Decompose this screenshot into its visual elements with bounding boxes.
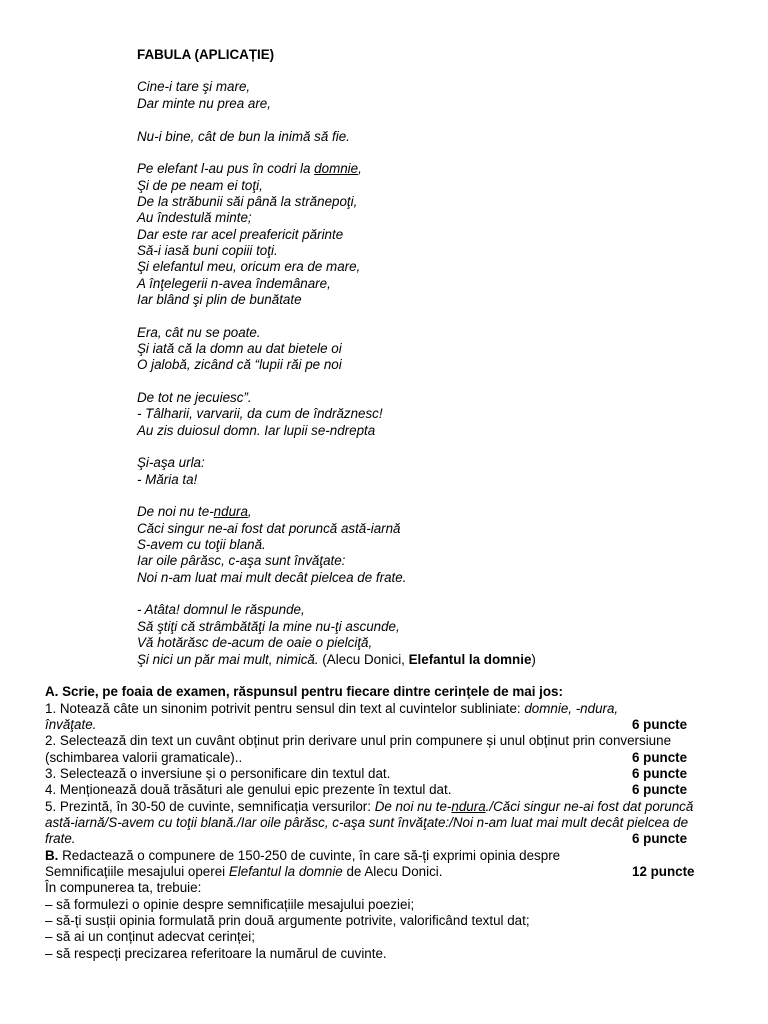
task-1-words-cont: învăţate. [45,716,97,732]
section-b-author: de Alecu Donici. [342,863,443,879]
task-3 [0,766,768,782]
task-5-line-3 [0,831,768,847]
verse-line: - Măria ta! [137,471,198,487]
stanza-2 [0,129,768,145]
section-b-work-title: Elefantul la domnie [228,863,343,879]
stanza-3 [0,161,768,308]
verse-line: Iar oile pârăsc, c-aşa sunt învăţate: [137,553,346,569]
task-4-text: 4. Menționează două trăsături ale genului epic prezente în textul dat. [45,782,452,798]
verse-line [0,504,768,520]
task-4 [0,782,768,798]
section-b-line-2 [0,864,768,880]
verse-line: Şi-aşa urla: [137,455,205,471]
verse-line: Să-i iasă buni copiii toţi. [137,242,278,258]
underlined-word: domnie [314,161,359,177]
task-1-line-2 [0,717,768,733]
verse-line: Dar este rar acel preafericit părinte [137,226,344,242]
requirement-item: – să-ți susții opinia formulată prin două argumente potrivite, valorificând textul dat; [45,913,530,929]
verse-line: Cine-i tare şi mare, [137,79,251,95]
section-b-label: B. [45,847,59,863]
stanza-4 [0,325,768,374]
task-2-points: 6 puncte [632,749,688,765]
verse-line: Dar minte nu prea are, [137,95,271,111]
requirement-item: – să ai un conținut adecvat cerinței; [45,929,255,945]
source-author: (Alecu Donici, [318,651,409,667]
verse-line: - Atâta! domnul le răspunde, [137,602,305,618]
verse-line: De la străbunii săi până la strănepoţi, [137,193,358,209]
verse-line: Au zis duiosul domn. Iar lupii se-ndrepta [137,422,376,438]
requirement-item: – să respecți precizarea referitoare la numărul de cuvinte. [45,945,387,961]
stanza-8 [0,602,768,667]
verse-text: Şi nici un păr mai mult, nimică. [137,651,319,667]
verse-line: Să ştiţi că strâmbătăţi la mine nu-ţi ascunde, [137,618,400,634]
section-b-text: Redactează o compunere de 150-250 de cuvinte, în care să-ți exprimi opinia despre [58,847,561,863]
verse-line: A înţelegerii n-avea îndemânare, [137,275,331,291]
verse-line: Nu-i bine, cât de bun la inimă să fie. [137,128,350,144]
task-5-points: 6 puncte [632,831,688,847]
task-1-words: domnie, -ndura, [524,700,619,716]
task-2-line-2 [0,750,768,766]
task-5-intro: 5. Prezintă, în 30-50 de cuvinte, semnificația versurilor: [45,798,375,814]
section-b-text: Semnificațiile mesajului operei [45,863,229,879]
task-1-points: 6 puncte [632,716,688,732]
section-a-heading: A. Scrie, pe foaia de examen, răspunsul pentru fiecare dintre cerințele de mai jos: [45,684,563,700]
verse-line: Şi iată că la domn au dat bietele oi [137,340,342,356]
task-5-line-1 [0,799,768,815]
verse-text: Pe elefant l-au pus în codri la [137,161,315,177]
section-b-points: 12 puncte [632,863,695,879]
task-5-line-2: astă-iarnă/S-avem cu toţii blană./Iar oile pârăsc, c-aşa sunt învăţate:/Noi n-am luat mai mult decât pielcea de [45,814,689,830]
requirement-item: – să formulezi o opinie despre semnificațiile mesajului poeziei; [45,896,415,912]
task-2-line-1: 2. Selectează din text un cuvânt obținut prin derivare unul prin compunere și unul obținut prin conversiune [45,733,672,749]
underlined-word: ndura [213,504,248,520]
source-title: Elefantul la domnie [408,651,532,667]
task-5-quote-end: frate. [45,831,76,847]
section-b-intro: În compunerea ta, trebuie: [45,880,202,896]
verse-line [0,161,768,177]
verse-punctuation: , [247,504,252,520]
verse-line: Era, cât nu se poate. [137,324,261,340]
stanza-1 [0,79,768,112]
task-5-quote: De noi nu te- [374,798,452,814]
verse-punctuation: , [358,161,362,177]
verse-line: Căci singur ne-ai fost dat poruncă astă-iarnă [137,520,401,536]
task-1-text: 1. Notează câte un sinonim potrivit pentru sensul din text al cuvintelor subliniate: [45,700,525,716]
verse-text: De noi nu te- [137,504,214,520]
verse-line: - Tâlharii, varvarii, da cum de îndrăznesc! [137,406,383,422]
verse-line: Noi n-am luat mai mult decât pielcea de frate. [137,569,407,585]
document-title: FABULA (APLICAȚIE) [137,46,275,62]
task-3-points: 6 puncte [632,765,688,781]
task-1-line-1 [0,701,768,717]
verse-line: Şi elefantul meu, oricum era de mare, [137,259,361,275]
verse-line: Şi de pe neam ei toţi, [137,177,263,193]
verse-line: Iar blând şi plin de bunătate [137,291,302,307]
exam-tasks [0,684,768,962]
stanza-7 [0,504,768,586]
source-close: ) [531,651,536,667]
task-3-text: 3. Selectează o inversiune și o personificare din textul dat. [45,765,391,781]
verse-line: De tot ne jecuiesc”. [137,390,252,406]
stanza-6 [0,455,768,488]
verse-line: Vă hotărăsc de-acum de oaie o pielciţă, [137,635,373,651]
task-5-underlined-word: ndura [451,798,486,814]
verse-line-with-source [0,652,768,668]
verse-line: S-avem cu toţii blană. [137,537,266,553]
fable-poem [0,79,768,667]
task-4-points: 6 puncte [632,782,688,798]
verse-line: O jalobă, zicând că “lupii răi pe noi [137,357,342,373]
section-b-line-1 [0,848,768,864]
task-2-text-cont: (schimbarea valorii gramaticale).. [45,749,243,765]
task-5-quote: ./Căci singur ne-ai fost dat poruncă [485,798,694,814]
stanza-5 [0,390,768,439]
verse-line: Au îndestulă minte; [137,210,252,226]
